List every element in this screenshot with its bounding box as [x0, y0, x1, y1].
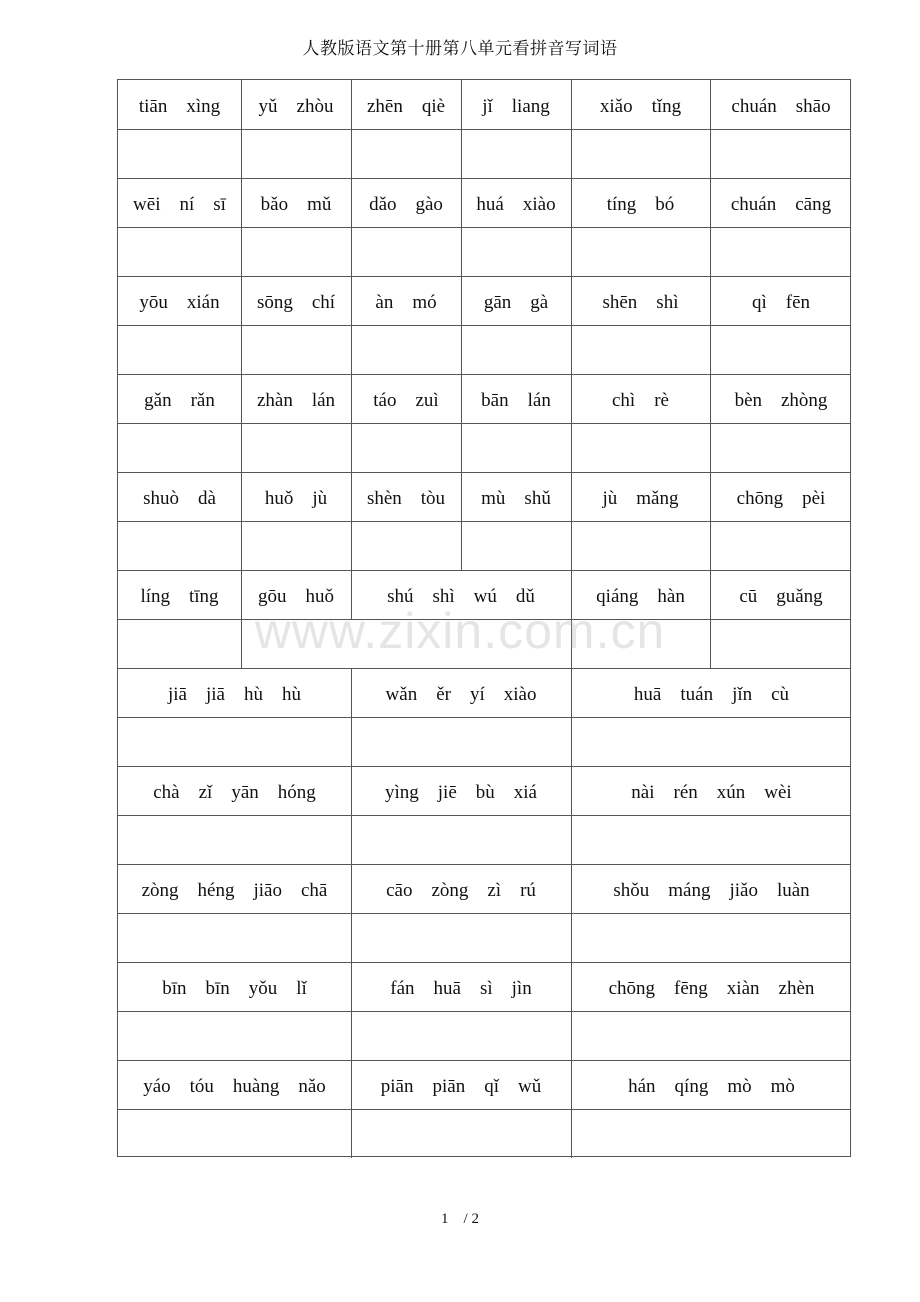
- row-divider: [118, 521, 850, 522]
- answer-box[interactable]: [241, 521, 351, 570]
- pinyin-grid: [117, 79, 851, 1157]
- pinyin-cell: fán huā sì jìn: [390, 978, 532, 999]
- pinyin-cell: qiáng hàn: [596, 586, 685, 607]
- pinyin-cell: jǐ liang: [482, 96, 550, 117]
- answer-box[interactable]: [118, 913, 351, 962]
- pinyin-cell: bīn bīn yǒu lǐ: [162, 978, 307, 999]
- pinyin-cell: huǒ jù: [264, 488, 328, 509]
- answer-box[interactable]: [571, 129, 710, 178]
- row-divider: [118, 1060, 850, 1061]
- pinyin-cell: shú shì wú dǔ: [387, 586, 535, 607]
- answer-box[interactable]: [351, 521, 461, 570]
- pinyin-cell: chà zǐ yān hóng: [153, 782, 316, 803]
- pinyin-cell: wēi ní sī: [133, 194, 226, 215]
- answer-box[interactable]: [461, 129, 571, 178]
- pinyin-cell: qì fēn: [751, 292, 811, 313]
- answer-box[interactable]: [571, 423, 710, 472]
- pinyin-cell: xiǎo tǐng: [599, 96, 682, 117]
- row-divider: [118, 227, 850, 228]
- answer-box[interactable]: [351, 619, 571, 668]
- answer-box[interactable]: [710, 129, 852, 178]
- row-divider: [118, 766, 850, 767]
- pinyin-cell: dǎo gào: [369, 194, 443, 215]
- answer-box[interactable]: [710, 521, 852, 570]
- answer-box[interactable]: [571, 1109, 852, 1158]
- answer-box[interactable]: [241, 129, 351, 178]
- row-divider: [118, 129, 850, 130]
- pinyin-cell: shǒu máng jiǎo luàn: [613, 880, 810, 901]
- answer-box[interactable]: [351, 815, 571, 864]
- pinyin-cell: tíng bó: [606, 194, 675, 215]
- pinyin-cell: chì rè: [612, 390, 669, 411]
- pinyin-cell: gōu huǒ: [257, 586, 334, 607]
- column-divider: [571, 619, 572, 668]
- answer-box[interactable]: [461, 423, 571, 472]
- answer-box[interactable]: [241, 227, 351, 276]
- pinyin-cell: chuán shāo: [731, 96, 831, 117]
- pinyin-cell: cū guǎng: [739, 586, 823, 607]
- page-title: 人教版语文第十册第八单元看拼音写词语: [302, 39, 618, 59]
- watermark: www.zixin.com.cn: [254, 603, 666, 659]
- pinyin-cell: nài rén xún wèi: [631, 782, 792, 803]
- answer-box[interactable]: [118, 521, 241, 570]
- answer-box[interactable]: [461, 227, 571, 276]
- answer-box[interactable]: [118, 1011, 351, 1060]
- column-divider: [241, 570, 242, 619]
- pinyin-cell: gǎn rǎn: [144, 390, 215, 411]
- answer-box[interactable]: [118, 325, 241, 374]
- row-divider: [118, 570, 850, 571]
- pinyin-cell: yōu xián: [139, 292, 220, 313]
- answer-box[interactable]: [710, 325, 852, 374]
- answer-box[interactable]: [118, 129, 241, 178]
- answer-box[interactable]: [571, 717, 852, 766]
- answer-box[interactable]: [571, 227, 710, 276]
- pinyin-cell: shèn tòu: [366, 488, 446, 509]
- pinyin-cell: chuán cāng: [730, 194, 832, 215]
- answer-box[interactable]: [461, 521, 571, 570]
- answer-box[interactable]: [351, 1109, 571, 1158]
- row-divider: [118, 178, 850, 179]
- pinyin-cell: mù shǔ: [481, 488, 551, 509]
- answer-box[interactable]: [351, 717, 571, 766]
- row-divider: [118, 962, 850, 963]
- pinyin-cell: bǎo mǔ: [260, 194, 332, 215]
- row-divider: [118, 472, 850, 473]
- row-divider: [118, 619, 850, 620]
- column-divider: [241, 619, 242, 668]
- pinyin-cell: yǔ zhòu: [258, 96, 334, 117]
- answer-box[interactable]: [118, 423, 241, 472]
- pinyin-cell: chōng fēng xiàn zhèn: [608, 978, 815, 999]
- pinyin-cell: sōng chí: [256, 292, 336, 313]
- answer-box[interactable]: [710, 227, 852, 276]
- pinyin-cell: wǎn ěr yí xiào: [385, 684, 537, 705]
- answer-box[interactable]: [571, 619, 710, 668]
- row-divider: [118, 1109, 850, 1110]
- row-divider: [118, 668, 850, 669]
- answer-box[interactable]: [571, 815, 852, 864]
- answer-box[interactable]: [351, 227, 461, 276]
- pinyin-cell: jù mǎng: [602, 488, 679, 509]
- answer-box[interactable]: [118, 717, 351, 766]
- answer-box[interactable]: [351, 423, 461, 472]
- answer-box[interactable]: [351, 913, 571, 962]
- answer-box[interactable]: [571, 325, 710, 374]
- pinyin-cell: bèn zhòng: [734, 390, 828, 411]
- pinyin-cell: zhàn lán: [256, 390, 336, 411]
- answer-box[interactable]: [351, 325, 461, 374]
- answer-box[interactable]: [241, 423, 351, 472]
- row-divider: [118, 423, 850, 424]
- pinyin-cell: chōng pèi: [736, 488, 826, 509]
- pinyin-cell: gān gà: [483, 292, 549, 313]
- answer-box[interactable]: [241, 619, 351, 668]
- row-divider: [118, 864, 850, 865]
- answer-box[interactable]: [118, 227, 241, 276]
- row-divider: [118, 913, 850, 914]
- answer-box[interactable]: [571, 913, 852, 962]
- answer-box[interactable]: [571, 521, 710, 570]
- page-number: 1 / 2: [441, 1211, 479, 1227]
- row-divider: [118, 374, 850, 375]
- pinyin-cell: huá xiào: [476, 194, 556, 215]
- pinyin-cell: huā tuán jǐn cù: [633, 684, 790, 705]
- row-divider: [118, 1011, 850, 1012]
- answer-box[interactable]: [461, 325, 571, 374]
- pinyin-cell: zòng héng jiāo chā: [141, 880, 328, 901]
- answer-box[interactable]: [710, 619, 852, 668]
- answer-box[interactable]: [571, 1011, 852, 1060]
- pinyin-cell: piān piān qǐ wǔ: [380, 1076, 542, 1097]
- column-divider: [710, 619, 711, 668]
- row-divider: [118, 815, 850, 816]
- pinyin-cell: yáo tóu huàng nǎo: [143, 1076, 326, 1097]
- column-divider: [351, 570, 352, 619]
- row-divider: [118, 717, 850, 718]
- pinyin-cell: shuò dà: [143, 488, 216, 509]
- pinyin-cell: bān lán: [481, 390, 551, 411]
- row-divider: [118, 325, 850, 326]
- pinyin-cell: hán qíng mò mò: [628, 1076, 795, 1097]
- column-divider: [710, 570, 711, 619]
- pinyin-cell: táo zuì: [373, 390, 439, 411]
- answer-box[interactable]: [118, 815, 351, 864]
- column-divider: [571, 570, 572, 619]
- answer-box[interactable]: [710, 423, 852, 472]
- pinyin-cell: àn mó: [375, 292, 437, 313]
- pinyin-cell: jiā jiā hù hù: [168, 684, 301, 705]
- answer-box[interactable]: [351, 1011, 571, 1060]
- answer-box[interactable]: [351, 129, 461, 178]
- pinyin-cell: tiān xìng: [138, 96, 221, 117]
- answer-box[interactable]: [118, 1109, 351, 1158]
- pinyin-cell: zhēn qiè: [366, 96, 446, 117]
- answer-box[interactable]: [118, 619, 241, 668]
- answer-box[interactable]: [241, 325, 351, 374]
- row-divider: [118, 276, 850, 277]
- pinyin-cell: líng tīng: [140, 586, 219, 607]
- pinyin-cell: cāo zòng zì rú: [386, 880, 536, 901]
- pinyin-cell: yìng jiē bù xiá: [385, 782, 537, 803]
- pinyin-cell: shēn shì: [602, 292, 679, 313]
